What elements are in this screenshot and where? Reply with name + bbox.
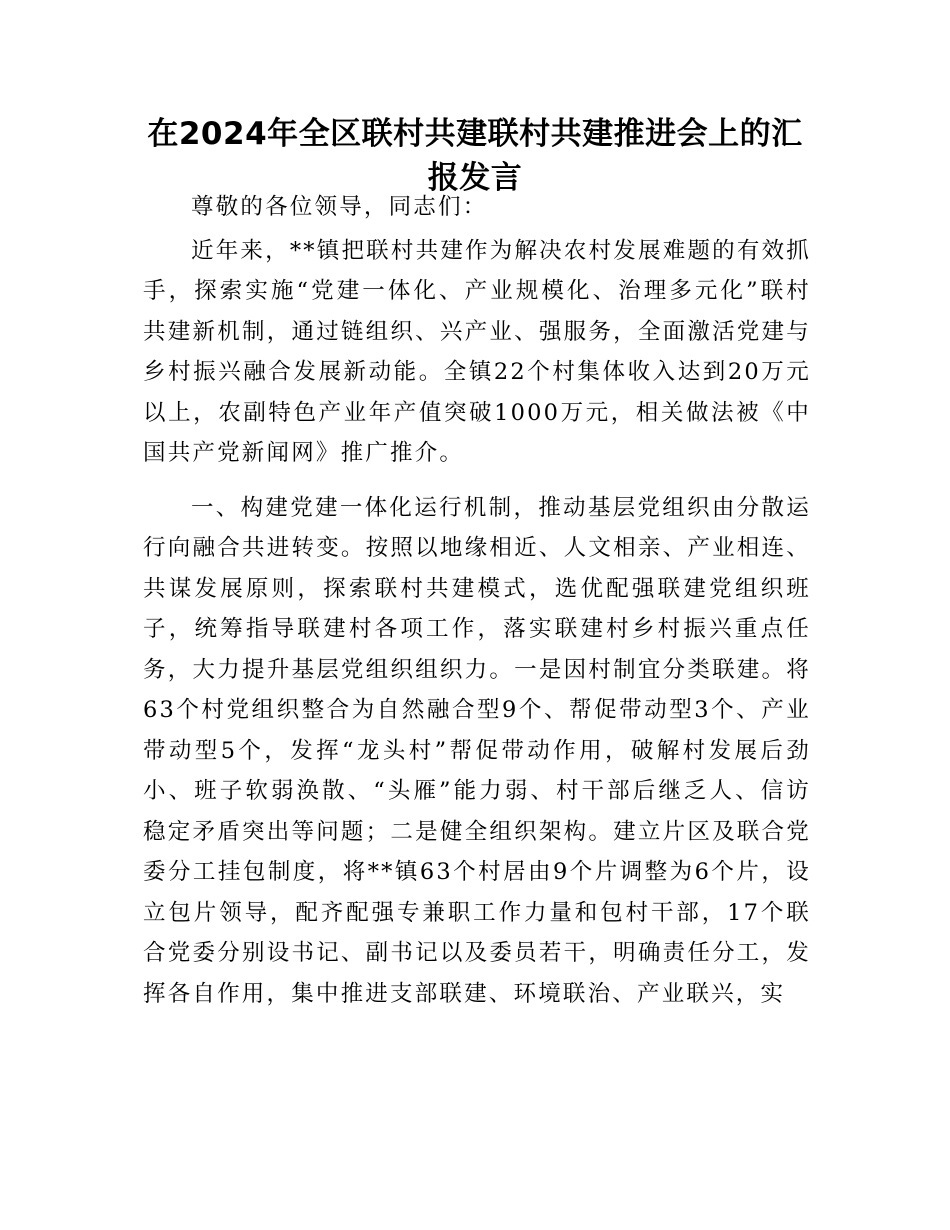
paragraph-intro: 近年来，**镇把联村共建作为解决农村发展难题的有效抓手，探索实施“党建一体化、产业规模化、治理多元化”联村共建新机制，通过链组织、兴产业、强服务，全面激活党建与乡村振兴融合发展新动能。全镇22个村集体收入达到20万元以上，农副特色产业年产值突破1000万元，相关做法被《中国共产党新闻网》推广推介。: [143, 237, 811, 466]
document-title: 在2024年全区联村共建联村共建推进会上的汇报发言: [147, 116, 803, 196]
paragraph-section-one: 一、构建党建一体化运行机制，推动基层党组织由分散运行向融合共进转变。按照以地缘相近、人文相亲、产业相连、共谋发展原则，探索联村共建模式，选优配强联建党组织班子，统筹指导联建村各项工作，落实联建村乡村振兴重点任务，大力提升基层党组织组织力。一是因村制宜分类联建。将63个村党组织整合为自然融合型9个、帮促带动型3个、产业带动型5个，发挥“龙头村”帮促带动作用，破解村发展后劲小、班子软弱涣散、“头雁”能力弱、村干部后继乏人、信访稳定矛盾突出等问题；二是健全组织架构。建立片区及联合党委分工挂包制度，将**镇63个村居由9个片调整为6个片，设立包片领导，配齐配强专兼职工作力量和包村干部，17个联合党委分别设书记、副书记以及委员若干，明确责任分工，发挥各自作用，集中推进支部联建、环境联治、产业联兴，实: [143, 494, 811, 1007]
salutation: 尊敬的各位领导，同志们：: [191, 194, 488, 220]
document-body: [143, 187, 811, 1014]
